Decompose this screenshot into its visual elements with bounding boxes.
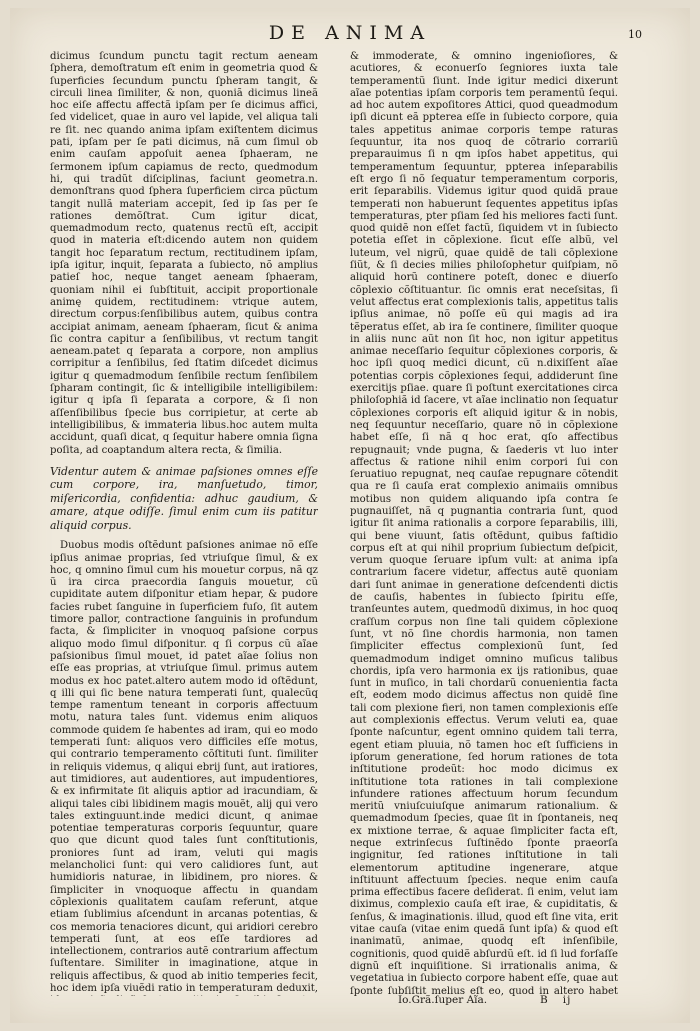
lemma-text: Videntur autem & animae paſsiones omnes eſſe cum corpore, ira, manſuetudo, timor, miſericordia, confidentia: adhuc gaudium, & amare, atque odiſſe. ſimul enim cum iis patitur aliquid corpus. — [50, 464, 318, 532]
commentary-paragraph: dicimus ſcundum punctu tagit rectum aeneam ſphera, demoſtratum eſt enim in geometria quod & ſuperficies ſecundum punctu ſpheram tangit, & circuli linea ſimiliter, & non, quoniã dicimus lineã hoc eiſe affectu affectã ipſam per ſe dicimus affici, ſed videlicet, quae in auro vel lapide, vel aliqua tali re ſit. nec quando anima ipſam exiſtentem dicimus pati, ipſam per ſe pati dicimus, nã cum ſimul ob enim cauſam appoſuit aenea ſphaeram, ne ſermonem ipſum capiamus de recto, quedmodum hi, qui tradũt diſciplinas, faciunt geometra.n. demonſtrans quod ſphera ſuperficiem circa pũctum tangit nullã materiam accepit, ſed ip ſas per ſe rationes demõſtrat. Cum igitur dicat, quemadmodum recto, quatenus rectũ eſt, accipit quod in materia eſt:dicendo autem non quidem tangit hoc ſeparatum rectum, rectitudinem ipſam, ipſa igitur, inquit, ſeparata a ſubiecto, nõ amplius patieſ hoc, neque tanget aeneam ſphaeram, quoniam nihil ei ſubſtituit, accipit proportionale animę quidem, rectitudinem: vtrique autem, directum corpus:ſenſibilibus autem, quibus contra accipiat animam, aeneam ſphaeram, ſicut & anima ſic contra capitur a ſenſibilibus, vt rectum tangit aeneam.patet q ſeparata a corpore, non amplius corripitur a ſenſibilus, ſed ſtatim diſcedet dicimus igitur q quemadmodum ſenſibile rectum ſenſibilem ſpharam contingit, ſic & intelligibile intelligibilem: igitur q ipſa ſi ſeparata a corpore, & ſi non aſſenſibilibus ſpecie bus corripietur, at certe ab intelligibilibus, & immateria libus.hoc autem multa accidunt, quaſi dicat, q ſequitur habere omnia ſigna poſita, ad coaptandum altera recta, & ſimilia. — [50, 51, 318, 456]
commentary-paragraph: Duobus modis oſtẽdunt paſsiones animae nõ eſſe ipſius animae proprias, ſed vtriuſque ſimul, & ex hoc, q omnino ſimul cum his mouetur corpus, nã qz ũ ira circa praecordia ſanguis mouetur, cũ cupiditate autem diſponitur etiam hepar, & pudore facies rubet ſanguine in ſuperficiem fuſo, ſit autem timore pallor, contractione ſanguinis in profundum facta, & ſimpliciter in vnoquoq paſsione corpus aliquo modo ſimul diſponitur. q ſi corpus cũ aĩae paſsionibus ſimul mouet, id patet aĩae ſolius non eſſe eas proprias, at vtriuſque ſimul. primus autem modus ex hoc patet.altero autem modo id oſtẽdunt, q illi qui ſic bene natura temperati ſunt, qualecũq tempe ramentum teneant in corporis affectuum motu, natura tales ſunt. videmus enim aliquos commode quidem ſe habentes ad iram, qui eo modo temperati ſunt: aliquos vero difficiles eſſe motus, qui contrario temperamento cõſtituti ſunt. ſimiliter in reliquis videmus, q aliqui ebrij ſunt, aut iratiores, aut timidiores, aut audentiores, aut impudentiores, & ex infirmitate ſit aliquis aptior ad iracundiam, & aliqui tales cibi libidinem magis mouẽt, alij qui vero tales extinguunt.inde medici dicunt, q animae potentiae temperaturas corporis ſequuntur, quare quo que dicunt quod tales ſunt conſtitutionis, proniores ſunt ad iram, veluti qui magis melancholici ſunt: qui vero calidiores ſunt, aut humidioris naturae, in libidinem, pro niores. & ſimpliciter in vnoquoque affectu in quandam cõplexionis qualitatem cauſam referunt, atque etiam ſublimius aſcendunt in arcanas potentias, & cos memoria tenaciores dicunt, qui aridiori cerebro temperati ſunt, at eos eſſe tardiores ad intellectionem, contrarios autẽ contrarium affectum ſuſtentare. Similiter in imaginatione, atque in reliquis affectibus, & quod ab initio temperies fecit, hoc idem ipſa viuẽdi ratio in temperaturam deduxit, — [50, 540, 318, 994]
signature-mark — [540, 994, 585, 1006]
right-text-column — [350, 51, 618, 996]
catchword: Io.Grã.ſuper Aĩa. — [398, 994, 488, 1006]
commentary-paragraph: & immoderate, & omnino ingenioſiores, & acutiores, & econuerſo ſegniores iuxta tale temperamentũ ſiunt. Inde igitur medici dixerunt aĩae potentias ipſam corporis tem peramentũ ſequi. ad hoc autem expoſitores Attici, quod queadmodum ipſi dicunt eã ppterea eſſe in ſubiecto corpore, quia tales appetitus animae corporis tempe raturas ſequuntur, ita nos quoq de cõtrario corrariũ preparauimus ſi n qm ipſos habet appetitus, qui temperamentum ſequuntur, ppterea inſeparabilis eſt ergo ſi nõ ſequatur temperamentum corporis, erit ſeparabilis. Videmus igitur quod quidã praue temperati non habuerunt ſequentes appetitus ipſas temperaturas, pter pſiam ſed his meliores facti ſunt. quod quidẽ non eſſet factũ, ſiquidem vt in ſubiecto potetia eſſet in cõplexione. ſicut eſſe albũ, vel luteum, vel nigrũ, quae quidẽ de tali cõplexione ſiũt, & ſi decies milies philoſophetur quiſpiam, nõ aliquid horũ continere poteſt, donec e diuerſo cõplexio cõſtituantur. ſic omnis erat neceſsitas, ſi velut affectus erat complexionis talis, appetitus talis ipſius animae, nõ poſſe eũ qui magis ad ira tẽperatus eſſet, ab ira ſe continere, ſimiliter quoque in aliis nunc aũt non ſit hoc, non igitur appetitus animae neceſſario ſequitur cõplexiones corporis, & hoc ipſi quoq medici dicunt, cũ n.dixiſſent aĩae potentias corpis cõplexiones ſequi, addiderunt ſine exercitijs pſiae. quare ſi poſtunt exercitationes circa philoſophiã id ſacere, vt aĩae inclinatio non ſequatur cõplexiones corporis eſt aliquid igitur & in nobis, neq ſequuntur neceſſario, quare nõ in cõplexione habet eſſe, ſi nã q hoc erat, qſo affectibus repugnauit; vnde pugna, & ſaederis vt luo inter affectus & ratione nihil enim corpori ſui con ſeruatiuo repugnat, neq cauſae repugnare cõtendit qua re ſi cauſa erat complexio animaiis omnibus motibus non quidem aliquando ipſa contra ſe pugnauiſſet, nã q pugnantia contraria ſunt, quod igitur ſit anima rationalis a corpore ſeparabilis, illi, qui bene viuunt, ſatis oſtẽdunt, quibus faſtidio corpus eſt at qui nihil proprium ſubiectum deſpicit, verum quoque ſeruare ipſum vult: at anima ipſa contrarium facere videtur, affectus autẽ quoniam dari ſunt animae in generatione deſcendenti dictis de cauſis, habentes in ſubiecto ſpiritu eſſe, tranſeuntes autem, quedmodũ diximus, in hoc quoq craſſum corpus non ſine tali quidem cõplexione ſunt, vt nõ ſine chordis harmonia, non tamen ſimpliciter effectus complexionũ ſunt, ſed quemadmodum indiget omnino muſicus talibus chordis, ipſa vero harmonia ex ijs rationibus, quae ſunt in muſico, in tali chordarũ conuenientia facta eſt, eodem modo dicimus affectus non quidẽ ſine tali com plexione fieri, non tamen complexionis eſſe aut complexionis effectus. Verum veluti ea, quae ſponte naſcuntur, egent omnino quidem tali terra, egent etiam pluuia, nõ tamen hoc eſt ſufficiens in ipſorum generatione, ſed horum rationes de tota inſtitutione prodeũt: hoc modo dicimus ex inſtitutione tota rationes in tali complexione infundere rationes affectuum horum ſecundum meritũ vniuſcuiuſque animarum rationalium. & quemadmodum ſpecies, quae ſit in ſpontaneis, neq ex mixtione terrae, & aquae ſimpliciter facta eſt, neque extrinſecus ſuſtinẽdo ſponte praeorſa ingignitur, ſed rationes inſtitutione in tali elementorum aptitudine ingenerare, atque inſtituunt affectuum ſpecies. neque enim cauſa prima effectibus facere deſiderat. ſi enim, velut iam diximus, complexio cauſa eſt irae, & cupiditatis, & ſenſus, & imaginationis. illud, quod eſt ſine vita, erit vitae cauſa (vitae enim quedã ſunt ipſa) & quod eſt inanimatũ, animae, quodq eſt inſenſibile, cognitionis, quod quidẽ abſurdũ eſt. id ſi lud forſaſſe dignũ eſt inquiſitione. Si irrationalis anima, & vegetatiua in ſubiecto corpore habent eſſe, quae aut ſponte ſubſiſtit melius eſt eo, quod in altero habet — [350, 51, 618, 996]
signature-letter: B — [540, 994, 549, 1006]
page-footer — [350, 994, 618, 1010]
folio-number: 10 — [628, 28, 642, 41]
signature-number: ij — [562, 994, 572, 1006]
running-title: DE ANIMA — [268, 22, 432, 44]
book-page — [10, 8, 690, 1023]
page-header — [10, 22, 690, 46]
left-text-column — [50, 51, 318, 996]
